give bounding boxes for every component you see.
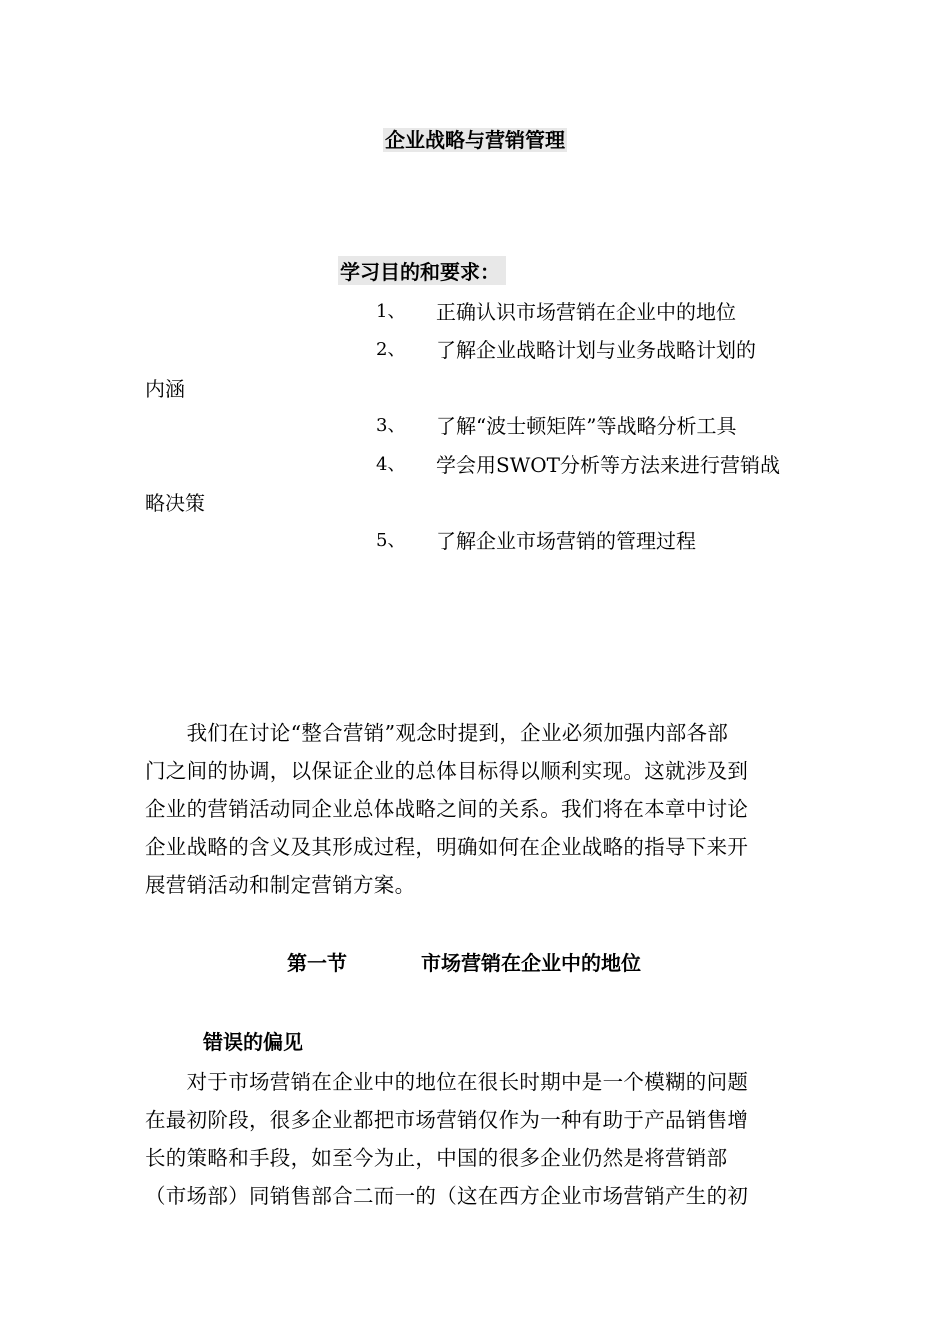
paragraph-line: 对于市场营销在企业中的地位在很长时期中是一个模糊的问题: [145, 1070, 749, 1094]
objective-text: 了解企业市场营销的管理过程: [436, 529, 696, 553]
paragraph-line: 企业战略的含义及其形成过程，明确如何在企业战略的指导下来开: [145, 835, 749, 859]
paragraph-line: 企业的营销活动同企业总体战略之间的关系。我们将在本章中讨论: [145, 797, 749, 821]
objective-number: 5、: [376, 530, 406, 551]
section-title: 市场营销在企业中的地位: [421, 951, 641, 975]
objective-text: 正确认识市场营销在企业中的地位: [436, 300, 736, 324]
document-title-wrap: [0, 124, 950, 153]
paragraph-line: 门之间的协调，以保证企业的总体目标得以顺利实现。这就涉及到: [145, 759, 749, 783]
subsection-heading: 错误的偏见: [203, 1030, 303, 1054]
objective-text: 学会用SWOT分析等方法来进行营销战: [436, 453, 780, 477]
objective-text: 了解“波士顿矩阵”等战略分析工具: [436, 414, 737, 438]
document-title: 企业战略与营销管理: [385, 128, 565, 152]
paragraph-line: 在最初阶段，很多企业都把市场营销仅作为一种有助于产品销售增: [145, 1108, 749, 1132]
objectives-heading: 学习目的和要求：: [338, 256, 506, 285]
paragraph-line: 展营销活动和制定营销方案。: [145, 873, 416, 897]
objective-number: 2、: [376, 339, 406, 360]
paragraph-line: （市场部）同销售部合二而一的（这在西方企业市场营销产生的初: [145, 1184, 749, 1208]
objective-text: 了解企业战略计划与业务战略计划的: [436, 338, 756, 362]
objective-continuation: 略决策: [145, 491, 205, 515]
paragraph-line: 长的策略和手段，如至今为止，中国的很多企业仍然是将营销部: [145, 1146, 728, 1170]
objective-continuation: 内涵: [145, 377, 185, 401]
objective-number: 1、: [376, 301, 406, 322]
objective-number: 3、: [376, 415, 406, 436]
paragraph-line: 我们在讨论“整合营销”观念时提到，企业必须加强内部各部: [145, 721, 729, 745]
objective-number: 4、: [376, 454, 406, 475]
section-number: 第一节: [287, 951, 347, 975]
